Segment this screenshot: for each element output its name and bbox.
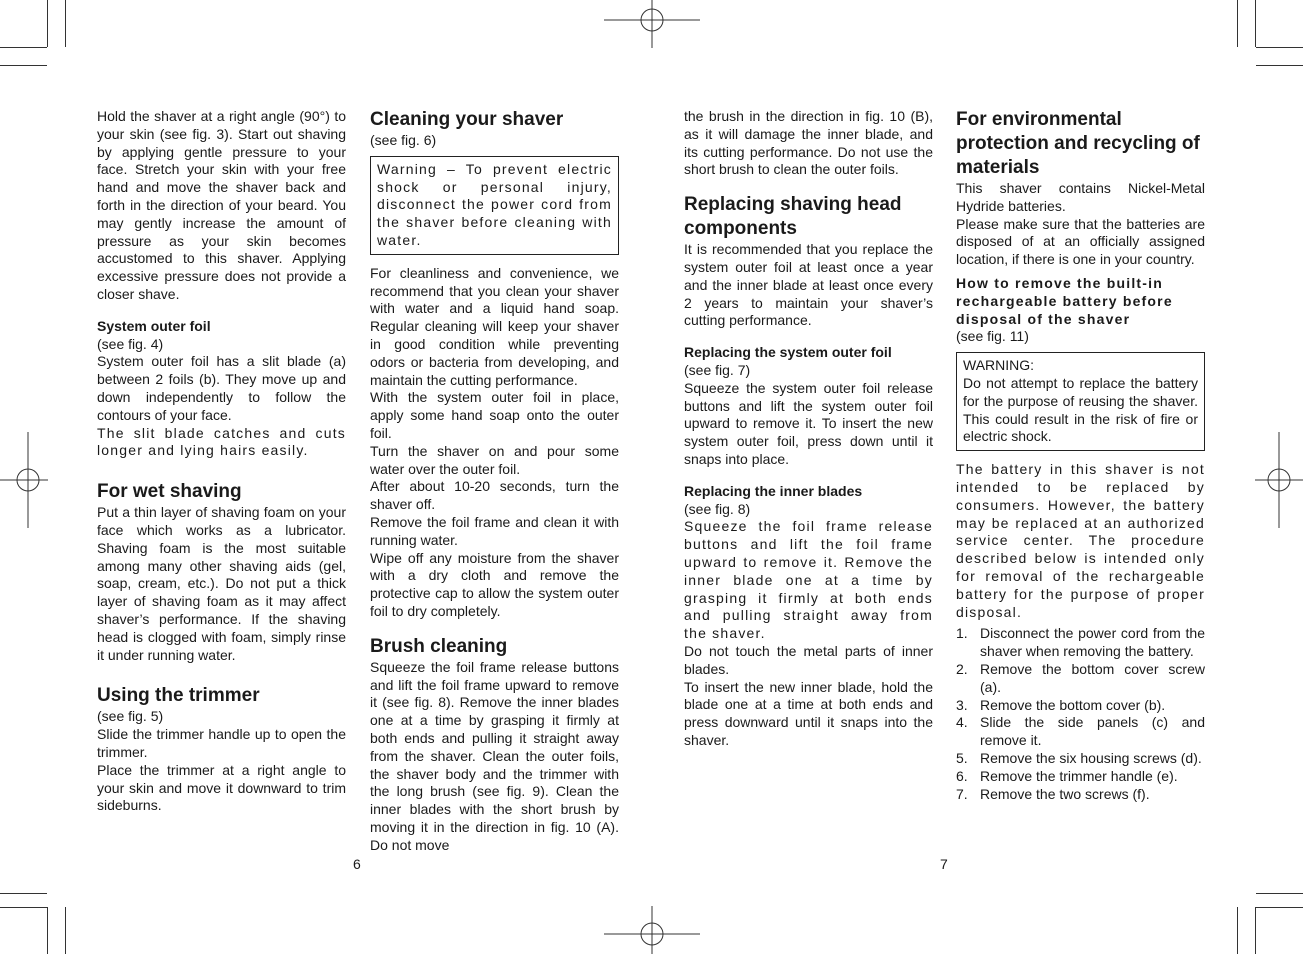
replacing-paragraph: It is recommended that you replace the system outer foil at least once a year and the inner blade at least once every 2 years to maintain your shaver’s cutting performance. (684, 241, 933, 329)
warning-box (370, 156, 619, 255)
page-number: 6 (353, 856, 361, 872)
foil-heading: System outer foil (97, 317, 211, 334)
continued-paragraph: the brush in the direction in fig. 10 (B), as it will damage the inner blade, and its cutting performance. Do not use the short brush to clean the outer foils. (684, 108, 933, 178)
removal-steps-list (956, 625, 1205, 803)
crop-mark (47, 0, 48, 47)
outer-foil-heading: Replacing the system outer foil (684, 344, 892, 361)
crop-mark (1256, 893, 1303, 894)
registration-mark-right (1255, 432, 1303, 528)
battery-removal-heading: How to remove the built-in rechargeable battery before disposal of the shaver (956, 274, 1173, 327)
crop-mark (65, 0, 66, 47)
foil-figure-ref: (see fig. 4) (97, 335, 164, 352)
list-item: 1. Disconnect the power cord from the shaver when removing the battery. (956, 625, 1205, 660)
cleaning-paragraph: With the system outer foil in place, apply some hand soap onto the outer foil. (370, 389, 619, 441)
column-3 (684, 108, 933, 750)
foil-paragraph: System outer foil has a slit blade (a) between 2 foils (b). They move up and down independently to follow the contours of your face. (97, 353, 346, 423)
trimmer-figure-ref: (see fig. 5) (97, 708, 164, 725)
list-item: 6. Remove the trimmer handle (e). (956, 767, 1178, 784)
battery-removal-figure-ref: (see fig. 11) (956, 328, 1029, 345)
cleaning-paragraph: Wipe off any moisture from the shaver with a dry cloth and remove the protective cap to allow the system outer foil to dry completely. (370, 549, 619, 619)
outer-foil-paragraph: Squeeze the system outer foil release buttons and lift the system outer foil upward to remove it. To insert the new system outer foil, press down until it snaps into place. (684, 379, 933, 467)
brush-cleaning-heading: Brush cleaning (370, 635, 508, 657)
environmental-paragraph: Please make sure that the batteries are disposed of at an officially assigned location, if there is one in your country. (956, 215, 1205, 268)
cleaning-paragraph: Remove the foil frame and clean it with running water. (370, 513, 619, 548)
trimmer-paragraph: Place the trimmer at a right angle to your skin and move it downward to trim sideburns. (97, 761, 346, 814)
warning-text: Warning – To prevent electric shock or personal injury, disconnect the power cord from the shaver before cleaning with water. (377, 160, 612, 248)
cleaning-heading: Cleaning your shaver (370, 109, 564, 130)
foil-paragraph: The slit blade catches and cuts longer and lying hairs easily. (97, 424, 346, 459)
crop-mark (1256, 907, 1303, 908)
inner-blades-heading: Replacing the inner blades (684, 482, 863, 499)
list-item: 5. Remove the six housing screws (d). (956, 749, 1202, 766)
column-2 (370, 108, 619, 854)
crop-mark (1237, 907, 1238, 954)
replacing-heading: Replacing shaving head components (684, 194, 902, 240)
intro-paragraph: Hold the shaver at a right angle (90°) to your skin (see fig. 3). Start out shaving by applying gentle pressure to your face. Stretch your skin with your free hand and move the shaver back and forth in the direction of your beard. You may gently increase the amount of pressure as your skin becomes accustomed to this shaver. Applying excessive pressure does not provide a closer shave. (97, 108, 346, 302)
column-1 (97, 108, 346, 815)
list-item: 7. Remove the two screws (f). (956, 785, 1150, 802)
crop-mark (65, 907, 66, 954)
crop-mark (0, 907, 47, 908)
crop-mark (1256, 47, 1303, 48)
environmental-heading: For environmental protection and recycling of materials (956, 109, 1200, 178)
page-number: 7 (940, 856, 948, 872)
wet-shaving-paragraph: Put a thin layer of shaving foam on your face which works as a lubricator. Shaving foam is the most suitable among many other shaving aids (gel, soap, cream, etc.). Do not put a thick layer of shaving foam as it may affect shaver’s performance. If the shaving head is clogged with foam, simply rinse it under running water. (97, 504, 346, 663)
list-item: 2. Remove the bottom cover screw (a). (956, 660, 1205, 695)
warning-text: Do not attempt to replace the battery for the purpose of reusing the shaver. This could result in the risk of fire or electric shock. (963, 374, 1198, 445)
brush-cleaning-paragraph: Squeeze the foil frame release buttons and lift the foil frame upward to remove it (see fig. 8). Remove the inner blades one at a time by grasping it firmly at both ends and pulling it straight away from the shaver. Clean the outer foils, the shaver body and the trimmer with the long brush (see fig. 9). Clean the inner blades with the short brush by moving it in the direction in fig. 10 (A). Do not move (370, 658, 619, 853)
crop-mark (0, 893, 47, 894)
crop-mark (1237, 0, 1238, 47)
warning-title: WARNING: (963, 357, 1035, 374)
list-item: 4. Slide the side panels (c) and remove it. (956, 714, 1205, 749)
crop-mark (47, 907, 48, 954)
inner-blades-paragraph: To insert the new inner blade, hold the blade one at a time at both ends and press downward until it snaps into the shaver. (684, 678, 933, 748)
registration-mark-top (604, 0, 700, 48)
column-4 (956, 108, 1205, 803)
crop-mark (1256, 65, 1303, 66)
trimmer-heading: Using the trimmer (97, 685, 260, 707)
wet-shaving-heading: For wet shaving (97, 481, 242, 503)
crop-mark (1255, 907, 1256, 954)
inner-blades-figure-ref: (see fig. 8) (684, 500, 751, 517)
cleaning-paragraph: Turn the shaver on and pour some water over the outer foil. (370, 442, 619, 477)
crop-mark (0, 65, 47, 66)
inner-blades-paragraph: Do not touch the metal parts of inner blades. (684, 642, 933, 677)
registration-mark-left (0, 432, 48, 528)
cleaning-paragraph: After about 10-20 seconds, turn the shaver off. (370, 478, 619, 513)
outer-foil-figure-ref: (see fig. 7) (684, 361, 751, 378)
cleaning-paragraph: For cleanliness and convenience, we recommend that you clean your shaver with water and a liquid hand soap. Regular cleaning will keep your shaver in good condition while preventing odors or bacteria from developing, and maintain the cutting performance. (370, 264, 619, 388)
crop-mark (0, 47, 47, 48)
battery-paragraph: The battery in this shaver is not intended to be replaced by consumers. However, the battery may be replaced at an authorized service center. The procedure described below is intended only for removal of the rechargeable battery for the purpose of proper disposal. (956, 461, 1205, 620)
environmental-paragraph: This shaver contains Nickel-Metal Hydride batteries. (956, 180, 1205, 214)
trimmer-paragraph: Slide the trimmer handle up to open the trimmer. (97, 726, 346, 760)
registration-mark-bottom (604, 906, 700, 954)
warning-box (956, 352, 1205, 451)
inner-blades-paragraph: Squeeze the foil frame release buttons and lift the foil frame upward to remove it. Remove the inner blade one at a time by grasping it firmly at both ends and pulling straight away from the shaver. (684, 518, 933, 642)
cleaning-figure-ref: (see fig. 6) (370, 132, 437, 148)
list-item: 3. Remove the bottom cover (b). (956, 696, 1166, 713)
crop-mark (1255, 0, 1256, 47)
